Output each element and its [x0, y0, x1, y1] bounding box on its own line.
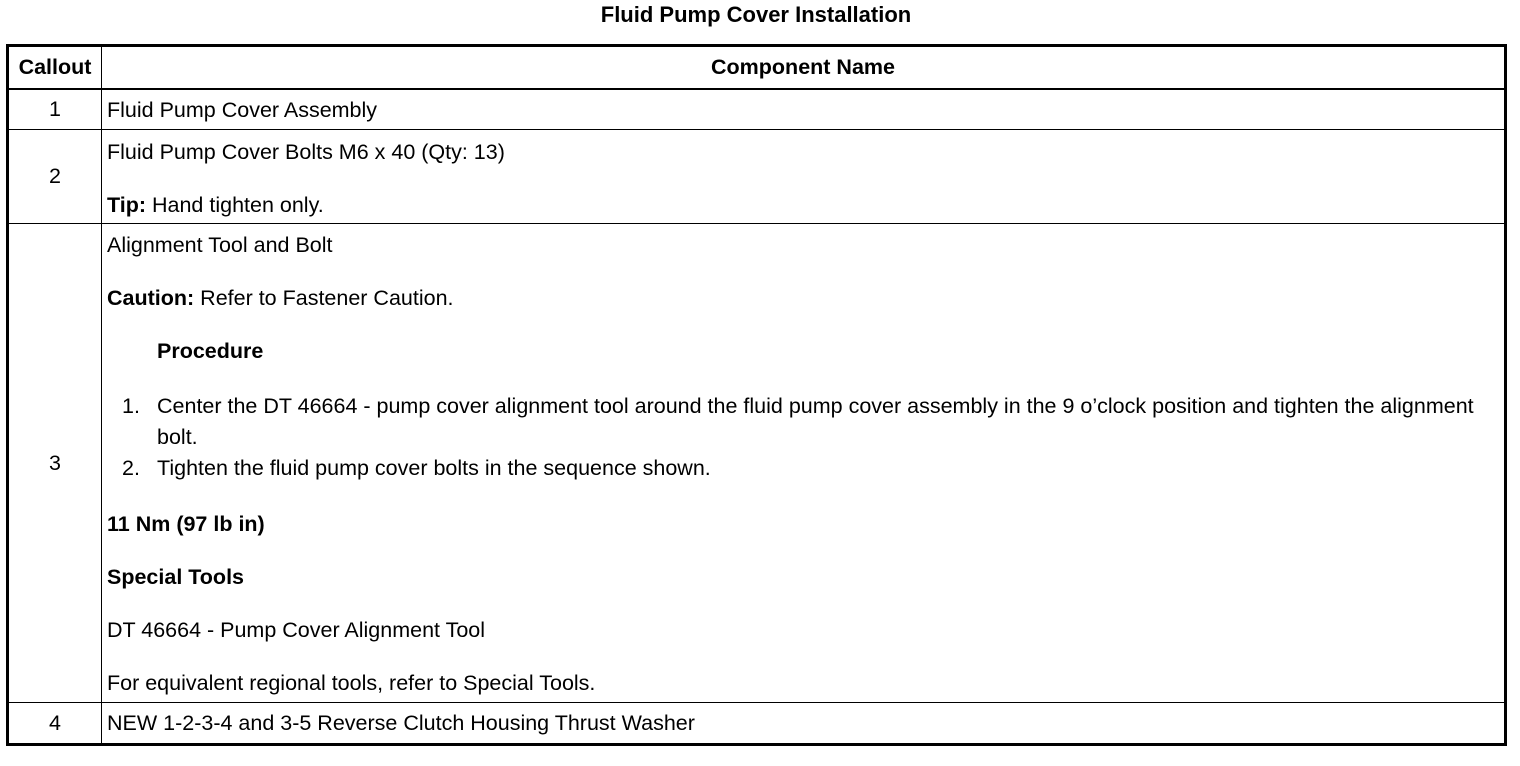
caution-note: [107, 285, 1499, 311]
tip-label: Tip:: [107, 193, 147, 217]
step-text: Tighten the fluid pump cover bolts in the sequence shown.: [157, 456, 711, 480]
callout-number: 1: [8, 89, 102, 130]
procedure-steps: [107, 391, 1499, 484]
procedure-heading: Procedure: [157, 339, 264, 363]
table-row: [8, 89, 1506, 130]
table-row: [8, 130, 1506, 224]
tip-note: [107, 192, 1499, 218]
component-name: Fluid Pump Cover Assembly: [107, 97, 378, 122]
caution-text: Refer to Fastener Caution.: [194, 286, 454, 310]
special-tool-item: DT 46664 - Pump Cover Alignment Tool: [107, 618, 486, 642]
component-name-cell: [102, 224, 1506, 703]
step-text: Center the DT 46664 - pump cover alignment tool around the fluid pump cover assembly in the 9 o’clock position and tighten the alignment bolt.: [157, 394, 1474, 449]
component-name-cell: [102, 703, 1506, 745]
special-tools-heading: Special Tools: [107, 565, 244, 589]
step-number: 2.: [122, 456, 140, 480]
component-name-cell: [102, 130, 1506, 224]
callout-number: 4: [8, 703, 102, 745]
tip-text: Hand tighten only.: [146, 193, 324, 217]
caution-label: Caution:: [107, 286, 195, 310]
component-column-header: Component Name: [102, 46, 1506, 90]
page-title: Fluid Pump Cover Installation: [600, 2, 912, 27]
component-name: Alignment Tool and Bolt: [107, 233, 333, 257]
component-name: NEW 1-2-3-4 and 3-5 Reverse Clutch Housing Thrust Washer: [107, 711, 695, 735]
table-row: [8, 703, 1506, 745]
table-row: [8, 224, 1506, 703]
component-name: Fluid Pump Cover Bolts M6 x 40 (Qty: 13): [107, 140, 505, 164]
component-table: [6, 44, 1507, 746]
procedure-step: [107, 453, 1499, 484]
callout-column-header: Callout: [8, 46, 102, 90]
torque-spec: 11 Nm (97 lb in): [107, 512, 265, 536]
table-header-row: [8, 46, 1506, 90]
procedure-step: [107, 391, 1499, 453]
regional-tools-note: For equivalent regional tools, refer to Special Tools.: [107, 671, 596, 695]
callout-number: 3: [8, 224, 102, 703]
callout-number: 2: [8, 130, 102, 224]
component-name-cell: [102, 89, 1506, 130]
step-number: 1.: [122, 394, 140, 418]
